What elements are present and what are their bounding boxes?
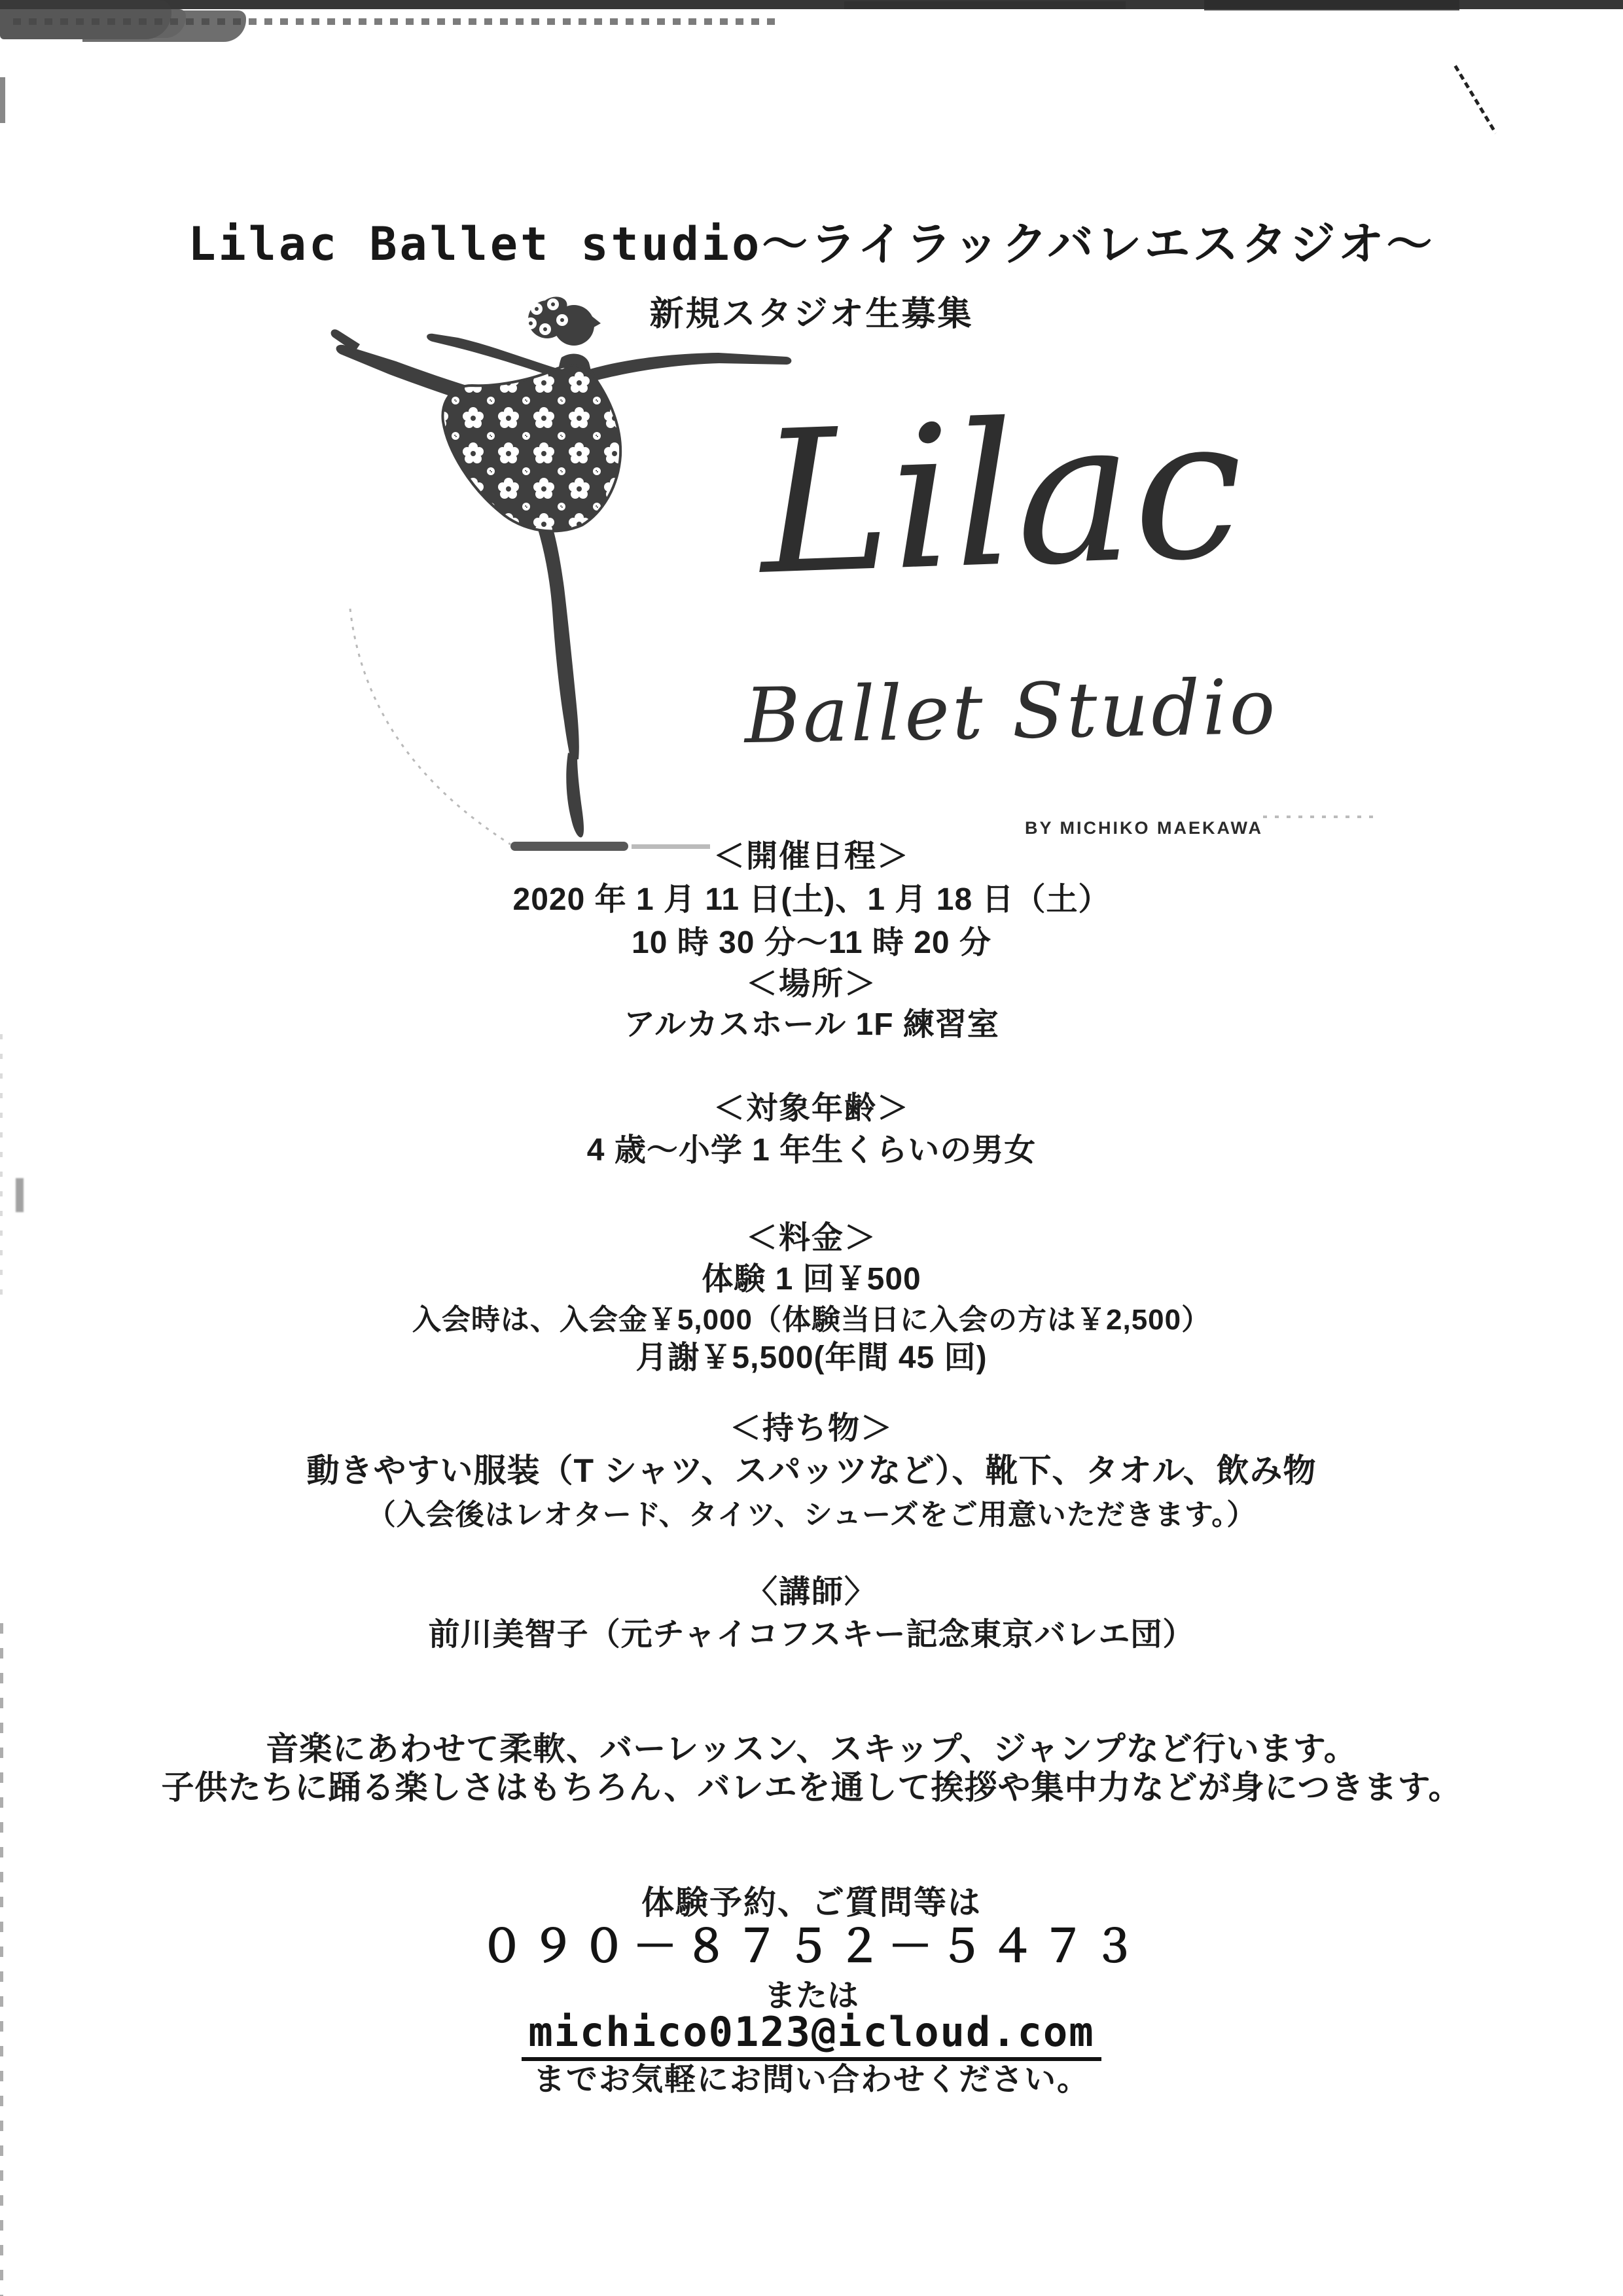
scan-artifact-left-mark xyxy=(0,77,5,123)
contact-intro: 体験予約、ご質問等は xyxy=(641,1884,982,1921)
place-name: アルカスホール 1F 練習室 xyxy=(624,1007,999,1042)
age-range: 4 歳～小学 1 年生くらいの男女 xyxy=(586,1133,1037,1168)
logo-byline: BY MICHIKO MAEKAWA xyxy=(1024,818,1263,838)
description-line-2: 子供たちに踊る楽しさはもちろん、バレエを通して挨拶や集中力などが身につきます。 xyxy=(161,1769,1462,1806)
schedule-date: 2020 年 1 月 11 日(土)、1 月 18 日（土） xyxy=(512,882,1111,917)
place-heading: ＜場所＞ xyxy=(745,967,877,1001)
scan-artifact-dot-row xyxy=(1263,816,1374,818)
contact-email-row xyxy=(0,2008,1623,2061)
fee-monthly: 月謝￥5,500(年間 45 回) xyxy=(635,1340,988,1375)
fee-admission: 入会時は、入会金￥5,000（体験当日に入会の方は￥2,500） xyxy=(412,1304,1211,1336)
contact-email: michico0123@icloud.com xyxy=(522,2011,1101,2061)
contact-outro: までお気軽にお問い合わせください。 xyxy=(533,2062,1090,2097)
scan-artifact-top-segment-2 xyxy=(1204,0,1459,10)
logo-script-lilac: Lilac xyxy=(756,373,1247,619)
items-clothes: 動きやすい服装（T シャツ、スパッツなど）、靴下、タオル、飲み物 xyxy=(306,1452,1317,1489)
contact-or-label: または xyxy=(764,1979,859,2013)
logo-script-ballet-studio: Ballet Studio xyxy=(743,662,1279,761)
items-note: （入会後はレオタード、タイツ、シューズをご用意いただきます。） xyxy=(366,1499,1257,1531)
contact-phone-number: ０９０－８７５２－５４７３ xyxy=(479,1922,1143,1971)
fee-trial: 体験 1 回￥500 xyxy=(702,1262,921,1297)
age-heading: ＜対象年齢＞ xyxy=(713,1091,910,1126)
description-line-1: 音楽にあわせて柔軟、バーレッスン、スキップ、ジャンプなど行います。 xyxy=(266,1731,1357,1767)
teacher-name: 前川美智子（元チャイコフスキー記念東京バレエ団） xyxy=(428,1617,1195,1652)
scan-artifact-left-mark-small xyxy=(16,1178,24,1212)
schedule-time: 10 時 30 分～11 時 20 分 xyxy=(632,925,991,960)
page-subtitle: 新規スタジオ生募集 xyxy=(649,295,974,333)
fee-heading: ＜料金＞ xyxy=(745,1221,877,1255)
items-heading: ＜持ち物＞ xyxy=(729,1411,893,1446)
scan-artifact-top-segment-1 xyxy=(844,1,1126,9)
page-title: Lilac Ballet studio～ライラックバレエスタジオ～ xyxy=(188,217,1435,271)
scan-artifact-diagonal-scratch xyxy=(1454,65,1497,134)
schedule-heading: ＜開催日程＞ xyxy=(713,839,910,874)
scan-artifact-top-dashes xyxy=(13,18,779,25)
teacher-heading: 〈講師〉 xyxy=(745,1575,877,1609)
